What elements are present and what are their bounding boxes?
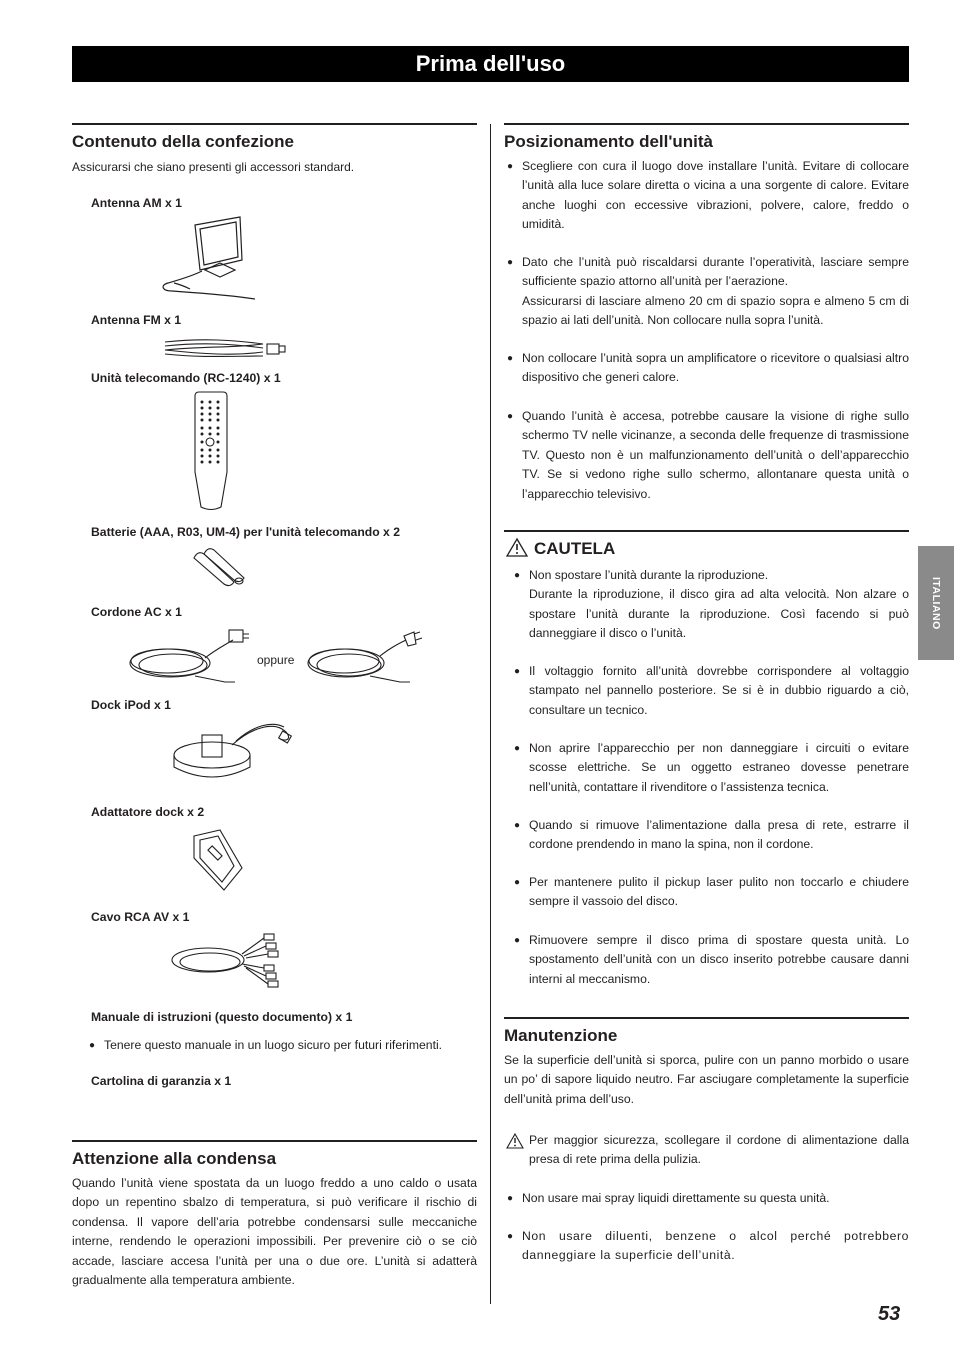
maintenance-heading: Manutenzione bbox=[504, 1026, 618, 1045]
bullet-dot-icon: ● bbox=[507, 411, 514, 422]
item-remote: Unità telecomando (RC-1240) x 1 bbox=[91, 371, 281, 385]
bullet-dot-icon: ● bbox=[507, 353, 514, 364]
manual-note-text: Tenere questo manuale in un luogo sicuro per futuri riferimenti. bbox=[104, 1038, 443, 1052]
am-antenna-illustration bbox=[160, 215, 260, 305]
bullet-dot-icon: ● bbox=[89, 1040, 96, 1051]
bullet-dot-icon: ● bbox=[507, 1193, 514, 1204]
warning-triangle-icon bbox=[506, 538, 528, 557]
item-rca-cable: Cavo RCA AV x 1 bbox=[91, 910, 190, 924]
bullet-dot-icon: ● bbox=[507, 1231, 514, 1242]
bullet-dot-icon: ● bbox=[514, 935, 521, 946]
page-title: Prima dell'uso bbox=[72, 46, 909, 82]
fm-antenna-illustration bbox=[163, 336, 293, 364]
placement-bullet-1: ● Scegliere con cura il luogo dove installare l’unità. Evitare di collocare l’unità alla luce solare diretta o vicina a una sorgente di calore. Evitare anche luoghi con eccessive vibrazioni, polvere, calore, freddo o umidità. bbox=[507, 159, 909, 232]
maintenance-bullet-2: ● Non usare diluenti, benzene o alcol perché potrebbero danneggiare la superficie dell’unità. bbox=[507, 1229, 909, 1263]
contents-heading: Contenuto della confezione bbox=[72, 132, 294, 151]
rca-cable-illustration bbox=[168, 930, 283, 988]
bullet-dot-icon: ● bbox=[507, 257, 514, 268]
bullet-dot-icon: ● bbox=[514, 743, 521, 754]
oppure-label: oppure bbox=[257, 653, 295, 667]
caution-bullet-6: ● Rimuovere sempre il disco prima di spostare questa unità. Lo spostamento dell’unità con un disco inserito potrebbe causare danni interni al meccanismo. bbox=[514, 933, 909, 986]
bullet-dot-icon: ● bbox=[514, 877, 521, 888]
caution-rule bbox=[504, 530, 909, 532]
bullet-dot-icon: ● bbox=[514, 666, 521, 677]
batteries-illustration bbox=[190, 550, 245, 590]
column-divider bbox=[490, 124, 491, 1304]
contents-intro: Assicurarsi che siano presenti gli accessori standard. bbox=[72, 160, 355, 174]
caution-heading: CAUTELA bbox=[534, 539, 616, 558]
placement-heading: Posizionamento dell'unità bbox=[504, 132, 714, 151]
caution-bullet-2: ● Il voltaggio fornito all’unità dovrebbe corrispondere al voltaggio stampato nel pannello posteriore. Se si è in dubbio riguardo a ciò, consultare un tecnico. bbox=[514, 664, 909, 717]
language-tab bbox=[918, 546, 954, 660]
ipod-dock-illustration bbox=[172, 715, 302, 785]
bullet-dot-icon: ● bbox=[514, 820, 521, 831]
maintenance-warning: Per maggior sicurezza, scollegare il cordone di alimentazione dalla presa di rete prima della pulizia. bbox=[529, 1133, 909, 1167]
warning-triangle-small-icon bbox=[506, 1133, 524, 1149]
item-fm-antenna: Antenna FM x 1 bbox=[91, 313, 182, 327]
left-top-rule bbox=[72, 123, 477, 125]
placement-bullet-2-extra: Assicurarsi di lasciare almeno 20 cm di spazio sopra e almeno 5 cm di spazio ai lati dell’unità. Non collocare nulla sopra l’unità. bbox=[522, 293, 909, 328]
remote-control-illustration bbox=[193, 392, 229, 512]
item-warranty: Cartolina di garanzia x 1 bbox=[91, 1074, 232, 1088]
item-batteries: Batterie (AAA, R03, UM-4) per l'unità telecomando x 2 bbox=[91, 525, 401, 539]
bullet-dot-icon: ● bbox=[514, 570, 521, 581]
caution-bullet-1-extra: Durante la riproduzione, il disco gira ad alta velocità. Non alzare o spostare l’unità durante la riproduzione. Così facendo si può danneggiare il disco o l’unità. bbox=[529, 587, 909, 641]
manual-note bbox=[89, 1036, 484, 1055]
caution-bullet-3: ● Non aprire l’apparecchio per non danneggiare i circuiti o evitare scosse elettriche. Se un oggetto estraneo dovesse penetrare nell’unità, contattare il rivenditore o l’assistenza tecnica. bbox=[514, 741, 909, 794]
right-top-rule bbox=[504, 123, 909, 125]
caution-bullet-4: ● Quando si rimuove l’alimentazione dalla presa di rete, estrarre il cordone prendendo in mano la spina, non il cordone. bbox=[514, 818, 909, 852]
ac-cord-illustration-1 bbox=[125, 628, 250, 688]
condensation-text: Quando l’unità viene spostata da un luogo freddo a uno caldo o usata dopo un repentino sbalzo di temperatura, si può verificare il rischio di condensa. Il vapore dell’aria potrebbe condensarsi sulle meccaniche interne, rendendo le operazioni impossibili. Per prevenire ciò o se ciò accade, lasciare accesa l’unità per una o due ore. L’unità si adatterà gradualmente alla temperatura ambiente. bbox=[72, 1176, 477, 1288]
dock-adapter-illustration bbox=[190, 828, 245, 893]
maintenance-rule bbox=[504, 1017, 909, 1019]
language-tab-label: ITALIANO bbox=[930, 576, 942, 630]
maintenance-intro: Se la superficie dell’unità si sporca, pulire con un panno morbido o usare un po’ di sapore liquido neutro. Far asciugare completamente la superficie dell’unità prima dell’uso. bbox=[504, 1053, 909, 1106]
placement-bullet-4: ● Quando l’unità è accesa, potrebbe causare la visione di righe sullo schermo TV nelle vicinanze, a seconda delle frequenze di trasmissione TV. Questo non è un malfunzionamento dell’unità o dell’apparecchio TV. Se si vedono righe sullo schermo, allontanare questa unità o l’apparecchio televisivo. bbox=[507, 409, 909, 501]
caution-bullet-1: ● Non spostare l’unità durante la riproduzione. Durante la riproduzione, il disco gira ad alta velocità. Non alzare o spostare l’unità durante la riproduzione. Così facendo si può danneggiare il disco o l’unità. bbox=[529, 566, 909, 644]
page-number: 53 bbox=[878, 1303, 901, 1325]
item-dock-adapter: Adattatore dock x 2 bbox=[91, 805, 205, 819]
item-ipod-dock: Dock iPod x 1 bbox=[91, 698, 171, 712]
maintenance-bullet-1: ● Non usare mai spray liquidi direttamente su questa unità. bbox=[522, 1189, 909, 1208]
caution-bullet-5: ● Per mantenere pulito il pickup laser pulito non toccarlo e chiudere sempre il vassoio del disco. bbox=[514, 875, 909, 909]
condensation-rule bbox=[72, 1140, 477, 1142]
item-am-antenna: Antenna AM x 1 bbox=[91, 196, 182, 210]
placement-bullet-3: ● Non collocare l’unità sopra un amplificatore o ricevitore o qualsiasi altro dispositivo che generi calore. bbox=[507, 351, 909, 385]
item-manual: Manuale di istruzioni (questo documento) x 1 bbox=[91, 1010, 353, 1024]
item-ac-cord: Cordone AC x 1 bbox=[91, 605, 182, 619]
ac-cord-illustration-2 bbox=[304, 628, 424, 688]
bullet-dot-icon: ● bbox=[507, 161, 514, 172]
condensation-heading: Attenzione alla condensa bbox=[72, 1149, 277, 1168]
placement-bullet-2: ● Dato che l’unità può riscaldarsi durante l’operatività, lasciare sempre sufficiente spazio attorno all’unità per l’aerazione. Assicurarsi di lasciare almeno 20 cm di spazio sopra e almeno 5 cm di spazio ai lati dell’unità. Non collocare nulla sopra l’unità. bbox=[522, 253, 909, 331]
